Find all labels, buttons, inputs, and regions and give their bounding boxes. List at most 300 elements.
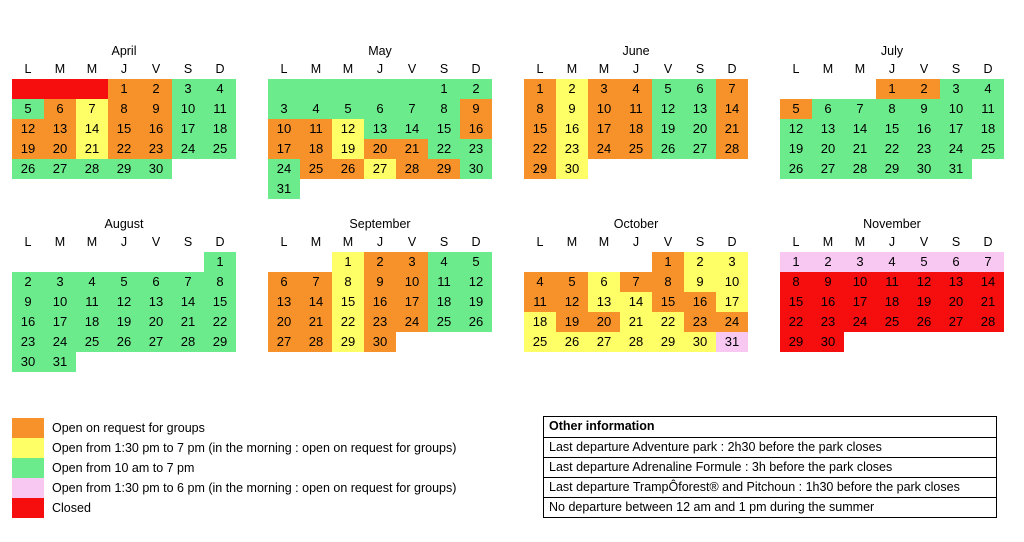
day-cell: 17 [940,119,972,139]
weekday-label: S [951,62,961,76]
day-cell: 28 [620,332,652,352]
day-grid [12,79,236,199]
day-cell: 22 [652,312,684,332]
day-cell: 19 [780,139,812,159]
day-cell: 27 [268,332,300,352]
day-cell: 20 [364,139,396,159]
day-cell: 24 [844,312,876,332]
day-cell: 21 [972,292,1004,312]
day-cell: 10 [844,272,876,292]
day-cell: 17 [716,292,748,312]
day-cell: 27 [44,159,76,179]
day-cell: 27 [588,332,620,352]
weekday-label: S [439,235,449,249]
day-grid [524,79,748,199]
day-cell: 18 [428,292,460,312]
day-cell: 23 [364,312,396,332]
day-cell: 14 [844,119,876,139]
month-title: April [111,44,137,58]
day-cell: 20 [812,139,844,159]
weekday-label: J [632,62,640,76]
weekday-header [780,233,1004,251]
day-cell: 19 [332,139,364,159]
day-cell: 18 [876,292,908,312]
day-cell: 9 [460,99,492,119]
day-cell: 21 [300,312,332,332]
day-cell: 7 [76,99,108,119]
day-cell: 6 [364,99,396,119]
day-cell: 5 [460,252,492,272]
day-cell: 7 [844,99,876,119]
weekday-label: M [566,62,578,76]
day-cell: 17 [44,312,76,332]
day-cell: 29 [652,332,684,352]
day-cell: 13 [364,119,396,139]
day-cell: 29 [876,159,908,179]
day-cell: 4 [972,79,1004,99]
month-title: June [622,44,650,58]
day-cell: 28 [396,159,428,179]
month-title: May [368,44,392,58]
day-cell: 16 [908,119,940,139]
day-cell: 12 [460,272,492,292]
empty-cell [12,79,44,99]
day-cell: 16 [684,292,716,312]
day-cell: 4 [524,272,556,292]
day-cell: 12 [332,119,364,139]
day-cell: 12 [908,272,940,292]
day-cell: 7 [172,272,204,292]
day-cell: 6 [268,272,300,292]
day-cell: 3 [588,79,620,99]
weekday-label: M [822,62,834,76]
day-cell: 9 [12,292,44,312]
day-cell: 25 [204,139,236,159]
day-cell: 16 [812,292,844,312]
day-cell: 3 [716,252,748,272]
day-cell: 19 [652,119,684,139]
day-cell: 3 [940,79,972,99]
day-cell: 17 [268,139,300,159]
day-cell: 22 [780,312,812,332]
day-cell: 11 [300,119,332,139]
weekday-label: S [183,235,193,249]
empty-cell [364,79,396,99]
legend-item [12,458,482,478]
day-cell: 23 [556,139,588,159]
day-cell: 25 [620,139,652,159]
legend-label: Open from 1:30 pm to 7 pm (in the morning : open on request for groups) [52,441,457,455]
other-information-table [543,416,997,518]
weekday-label: S [695,62,705,76]
day-cell: 19 [556,312,588,332]
weekday-label: L [792,62,800,76]
day-cell: 25 [76,332,108,352]
color-swatch [12,478,44,498]
day-cell: 20 [940,292,972,312]
day-cell: 4 [76,272,108,292]
weekday-header [524,60,748,78]
weekday-label: J [632,235,640,249]
day-cell: 2 [364,252,396,272]
weekday-header [268,60,492,78]
empty-cell [76,79,108,99]
day-cell: 21 [716,119,748,139]
weekday-label: V [919,235,929,249]
day-cell: 24 [396,312,428,332]
day-cell: 10 [396,272,428,292]
day-cell: 31 [44,352,76,372]
weekday-label: M [54,235,66,249]
info-row: No departure between 12 am and 1 pm during the summer [544,497,996,517]
weekday-label: L [536,235,544,249]
day-cell: 29 [204,332,236,352]
day-cell: 6 [588,272,620,292]
day-cell: 12 [556,292,588,312]
day-cell: 29 [332,332,364,352]
day-cell: 1 [876,79,908,99]
weekday-label: M [342,235,354,249]
day-cell: 2 [684,252,716,272]
day-cell: 20 [684,119,716,139]
day-cell: 17 [844,292,876,312]
day-cell: 21 [620,312,652,332]
weekday-label: J [888,235,896,249]
day-cell: 26 [556,332,588,352]
day-cell: 9 [364,272,396,292]
day-cell: 7 [300,272,332,292]
day-cell: 29 [108,159,140,179]
day-cell: 25 [876,312,908,332]
day-cell: 11 [620,99,652,119]
day-cell: 12 [780,119,812,139]
day-cell: 13 [940,272,972,292]
day-cell: 18 [972,119,1004,139]
weekday-label: L [24,62,32,76]
day-cell: 17 [396,292,428,312]
day-cell: 24 [44,332,76,352]
legend-item [12,418,482,438]
day-cell: 8 [332,272,364,292]
day-cell: 21 [844,139,876,159]
day-cell: 26 [652,139,684,159]
day-cell: 30 [12,352,44,372]
day-cell: 22 [204,312,236,332]
day-cell: 13 [44,119,76,139]
weekday-label: M [310,62,322,76]
weekday-label: L [792,235,800,249]
weekday-label: V [151,235,161,249]
day-cell: 12 [108,292,140,312]
weekday-label: V [919,62,929,76]
day-cell: 9 [140,99,172,119]
day-cell: 24 [716,312,748,332]
day-cell: 1 [780,252,812,272]
weekday-label: M [598,235,610,249]
day-cell: 9 [908,99,940,119]
day-cell: 19 [108,312,140,332]
day-cell: 28 [972,312,1004,332]
day-cell: 12 [652,99,684,119]
day-grid [12,252,236,372]
day-cell: 23 [12,332,44,352]
weekday-label: M [822,235,834,249]
day-cell: 10 [172,99,204,119]
info-row: Last departure TrampÔforest® and Pitchoun : 1h30 before the park closes [544,477,996,497]
day-cell: 3 [44,272,76,292]
day-cell: 21 [76,139,108,159]
day-cell: 22 [524,139,556,159]
color-swatch [12,498,44,518]
day-cell: 6 [940,252,972,272]
day-cell: 17 [172,119,204,139]
day-grid [268,79,492,199]
day-cell: 11 [428,272,460,292]
day-cell: 16 [12,312,44,332]
day-cell: 10 [268,119,300,139]
day-cell: 13 [684,99,716,119]
weekday-header [780,60,1004,78]
legend-item [12,438,482,458]
weekday-label: V [663,235,673,249]
day-cell: 10 [716,272,748,292]
day-cell: 11 [876,272,908,292]
day-cell: 25 [300,159,332,179]
weekday-label: S [439,62,449,76]
day-cell: 14 [396,119,428,139]
day-cell: 4 [204,79,236,99]
day-cell: 8 [108,99,140,119]
day-cell: 22 [428,139,460,159]
day-cell: 29 [780,332,812,352]
day-cell: 3 [172,79,204,99]
weekday-label: D [215,62,225,76]
weekday-label: M [86,235,98,249]
day-cell: 2 [140,79,172,99]
day-cell: 30 [364,332,396,352]
day-cell: 29 [428,159,460,179]
month-title: October [613,217,659,231]
day-cell: 28 [76,159,108,179]
day-cell: 23 [908,139,940,159]
day-cell: 28 [300,332,332,352]
weekday-header [268,233,492,251]
day-cell: 27 [364,159,396,179]
day-cell: 24 [588,139,620,159]
day-cell: 23 [140,139,172,159]
day-cell: 20 [588,312,620,332]
day-cell: 24 [172,139,204,159]
day-cell: 6 [140,272,172,292]
day-cell: 15 [876,119,908,139]
day-cell: 18 [524,312,556,332]
weekday-label: V [663,62,673,76]
day-cell: 26 [908,312,940,332]
weekday-label: V [407,62,417,76]
day-cell: 15 [428,119,460,139]
info-row: Last departure Adventure park : 2h30 before the park closes [544,437,996,457]
day-cell: 30 [684,332,716,352]
weekday-label: M [854,62,866,76]
day-cell: 25 [428,312,460,332]
weekday-label: M [598,62,610,76]
day-cell: 9 [556,99,588,119]
day-cell: 11 [524,292,556,312]
day-cell: 2 [12,272,44,292]
empty-cell [332,79,364,99]
day-cell: 24 [940,139,972,159]
day-cell: 30 [140,159,172,179]
day-cell: 5 [780,99,812,119]
weekday-label: D [727,62,737,76]
day-cell: 8 [428,99,460,119]
day-cell: 13 [812,119,844,139]
day-cell: 4 [620,79,652,99]
day-cell: 16 [140,119,172,139]
weekday-label: V [407,235,417,249]
weekday-label: J [376,62,384,76]
info-title: Other information [549,419,655,433]
weekday-label: L [24,235,32,249]
day-cell: 7 [620,272,652,292]
day-cell: 9 [684,272,716,292]
color-swatch [12,458,44,478]
day-grid [524,252,748,372]
day-cell: 2 [812,252,844,272]
info-row: Last departure Adrenaline Formule : 3h before the park closes [544,457,996,477]
day-cell: 16 [364,292,396,312]
day-cell: 4 [428,252,460,272]
weekday-label: M [310,235,322,249]
weekday-header [12,60,236,78]
day-cell: 21 [172,312,204,332]
day-cell: 14 [716,99,748,119]
day-cell: 24 [268,159,300,179]
day-cell: 29 [524,159,556,179]
weekday-label: D [471,62,481,76]
month-title: November [863,217,921,231]
day-cell: 10 [588,99,620,119]
day-cell: 30 [812,332,844,352]
day-cell: 23 [812,312,844,332]
day-cell: 26 [108,332,140,352]
weekday-label: D [983,235,993,249]
day-cell: 5 [908,252,940,272]
legend-label: Open from 10 am to 7 pm [52,461,195,475]
day-cell: 15 [332,292,364,312]
day-cell: 30 [460,159,492,179]
day-cell: 27 [140,332,172,352]
day-cell: 31 [940,159,972,179]
weekday-label: S [183,62,193,76]
day-cell: 15 [524,119,556,139]
day-cell: 15 [652,292,684,312]
day-cell: 7 [396,99,428,119]
day-cell: 1 [428,79,460,99]
day-cell: 5 [332,99,364,119]
day-cell: 3 [396,252,428,272]
day-cell: 5 [12,99,44,119]
day-cell: 13 [268,292,300,312]
legend-label: Closed [52,501,91,515]
day-cell: 20 [140,312,172,332]
day-cell: 15 [204,292,236,312]
day-cell: 14 [300,292,332,312]
legend-item [12,498,482,518]
day-cell: 13 [588,292,620,312]
month-title: July [880,44,904,58]
weekday-label: J [120,235,128,249]
weekday-label: J [120,62,128,76]
day-cell: 21 [396,139,428,159]
day-cell: 26 [460,312,492,332]
day-cell: 5 [652,79,684,99]
day-cell: 4 [300,99,332,119]
day-cell: 26 [332,159,364,179]
day-cell: 30 [556,159,588,179]
day-cell: 19 [12,139,44,159]
day-cell: 18 [76,312,108,332]
day-cell: 4 [876,252,908,272]
day-cell: 30 [908,159,940,179]
day-cell: 25 [524,332,556,352]
day-cell: 11 [76,292,108,312]
day-cell: 19 [908,292,940,312]
day-cell: 10 [44,292,76,312]
day-cell: 22 [108,139,140,159]
weekday-label: M [566,235,578,249]
day-cell: 27 [940,312,972,332]
day-cell: 1 [524,79,556,99]
day-cell: 31 [268,179,300,199]
day-grid [268,252,492,372]
day-cell: 16 [556,119,588,139]
day-cell: 6 [684,79,716,99]
day-cell: 1 [204,252,236,272]
weekday-label: M [54,62,66,76]
color-swatch [12,438,44,458]
legend [12,418,482,518]
day-cell: 14 [76,119,108,139]
day-cell: 23 [460,139,492,159]
empty-cell [300,79,332,99]
legend-item [12,478,482,498]
weekday-label: M [854,235,866,249]
day-cell: 12 [12,119,44,139]
day-cell: 1 [652,252,684,272]
day-cell: 2 [460,79,492,99]
day-cell: 23 [684,312,716,332]
day-grid [780,79,1004,199]
day-cell: 8 [204,272,236,292]
day-cell: 18 [620,119,652,139]
day-cell: 20 [268,312,300,332]
day-cell: 15 [780,292,812,312]
legend-label: Open on request for groups [52,421,205,435]
day-cell: 5 [556,272,588,292]
day-cell: 3 [844,252,876,272]
weekday-label: D [983,62,993,76]
weekday-label: L [280,62,288,76]
legend-label: Open from 1:30 pm to 6 pm (in the morning : open on request for groups) [52,481,457,495]
day-cell: 2 [908,79,940,99]
weekday-label: L [280,235,288,249]
weekday-label: V [151,62,161,76]
weekday-label: S [951,235,961,249]
day-cell: 7 [972,252,1004,272]
weekday-header [524,233,748,251]
day-cell: 27 [684,139,716,159]
